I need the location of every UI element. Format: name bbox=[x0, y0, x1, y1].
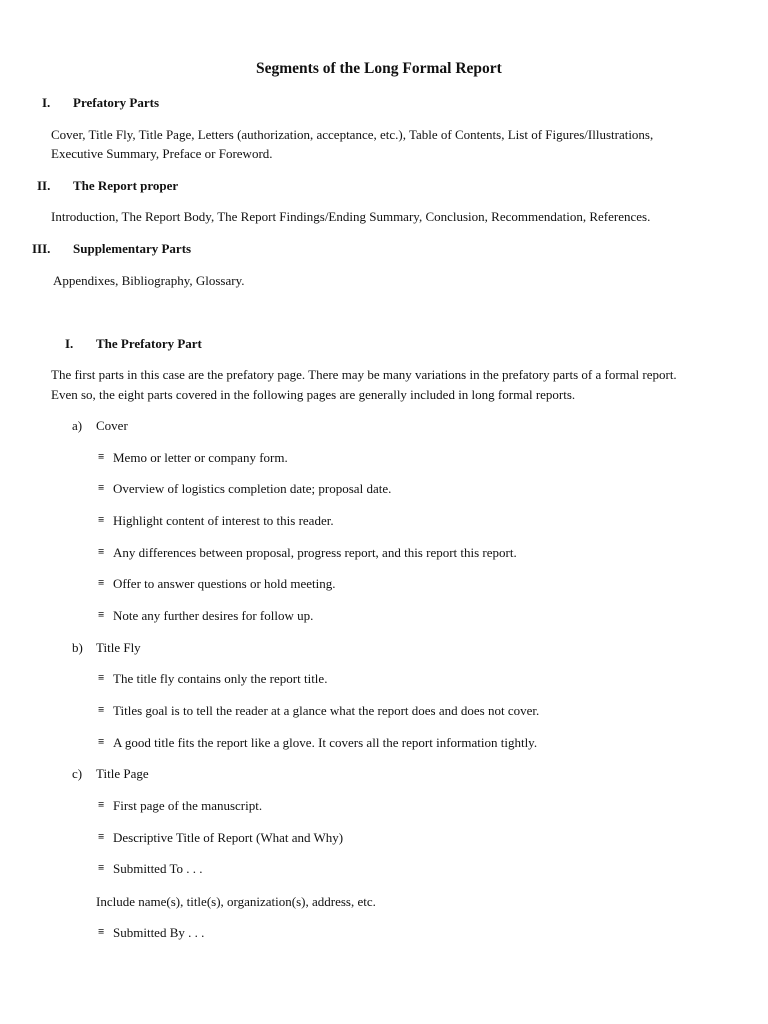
bullet-text: Any differences between proposal, progress report, and this report this report. bbox=[113, 545, 517, 560]
bullet-text: Note any further desires for follow up. bbox=[113, 608, 314, 623]
outline-heading-prefatory-parts: Prefatory Parts bbox=[73, 95, 160, 110]
bullet-icon: ≡ bbox=[98, 831, 105, 843]
bullet-text: A good title fits the report like a glove. It covers all the report information tightly. bbox=[113, 735, 538, 750]
bullet-text: Memo or letter or company form. bbox=[113, 450, 288, 465]
bullet-text: Offer to answer questions or hold meeting. bbox=[113, 576, 336, 591]
outline-numeral-1: I. bbox=[42, 95, 51, 110]
bullet-text: Titles goal is to tell the reader at a glance what the report does and does not cover. bbox=[113, 703, 540, 718]
item-label-cover: Cover bbox=[96, 418, 128, 433]
bullet-icon: ≡ bbox=[98, 514, 105, 526]
bullet-text: Highlight content of interest to this reader. bbox=[113, 513, 334, 528]
bullet-icon: ≡ bbox=[98, 609, 105, 621]
item-label-title-page: Title Page bbox=[96, 766, 149, 781]
item-label-title-fly: Title Fly bbox=[96, 640, 141, 655]
bullet-icon: ≡ bbox=[98, 736, 105, 748]
section-intro-line: The first parts in this case are the prefatory page. There may be many variations in the prefatory parts of a formal report. bbox=[51, 367, 677, 382]
bullet-text: Submitted By . . . bbox=[113, 925, 205, 940]
outline-body-line: Executive Summary, Preface or Foreword. bbox=[51, 146, 273, 161]
outline-numeral-3: III. bbox=[32, 241, 51, 256]
section-heading: The Prefatory Part bbox=[96, 336, 202, 351]
bullet-icon: ≡ bbox=[98, 451, 105, 463]
item-marker: a) bbox=[72, 418, 83, 433]
bullet-text: Descriptive Title of Report (What and Why) bbox=[113, 830, 344, 845]
bullet-icon: ≡ bbox=[98, 926, 105, 938]
bullet-icon: ≡ bbox=[98, 546, 105, 558]
outline-body-line: Cover, Title Fly, Title Page, Letters (authorization, acceptance, etc.), Table of Contents, List of Figures/Illustrations, bbox=[51, 127, 654, 142]
bullet-icon: ≡ bbox=[98, 672, 105, 684]
section-numeral: I. bbox=[65, 336, 74, 351]
bullet-icon: ≡ bbox=[98, 577, 105, 589]
bullet-text: The title fly contains only the report title. bbox=[113, 671, 328, 686]
bullet-icon: ≡ bbox=[98, 862, 105, 874]
bullet-icon: ≡ bbox=[98, 482, 105, 494]
item-marker: c) bbox=[72, 766, 83, 781]
bullet-icon: ≡ bbox=[98, 799, 105, 811]
outline-heading-supplementary-parts: Supplementary Parts bbox=[73, 241, 192, 256]
title-page-note: Include name(s), title(s), organization(s), address, etc. bbox=[96, 894, 376, 909]
bullet-text: Overview of logistics completion date; proposal date. bbox=[113, 481, 392, 496]
outline-numeral-2: II. bbox=[37, 178, 51, 193]
outline-body-line: Appendixes, Bibliography, Glossary. bbox=[53, 273, 245, 288]
bullet-text: First page of the manuscript. bbox=[113, 798, 263, 813]
page-title: Segments of the Long Formal Report bbox=[256, 60, 502, 77]
bullet-text: Submitted To . . . bbox=[113, 861, 203, 876]
outline-body-line: Introduction, The Report Body, The Report Findings/Ending Summary, Conclusion, Recommendation, References. bbox=[51, 209, 651, 224]
section-intro-line: Even so, the eight parts covered in the following pages are generally included in long formal reports. bbox=[51, 387, 576, 402]
outline-heading-report-proper: The Report proper bbox=[73, 178, 179, 193]
item-marker: b) bbox=[72, 640, 83, 655]
bullet-icon: ≡ bbox=[98, 704, 105, 716]
